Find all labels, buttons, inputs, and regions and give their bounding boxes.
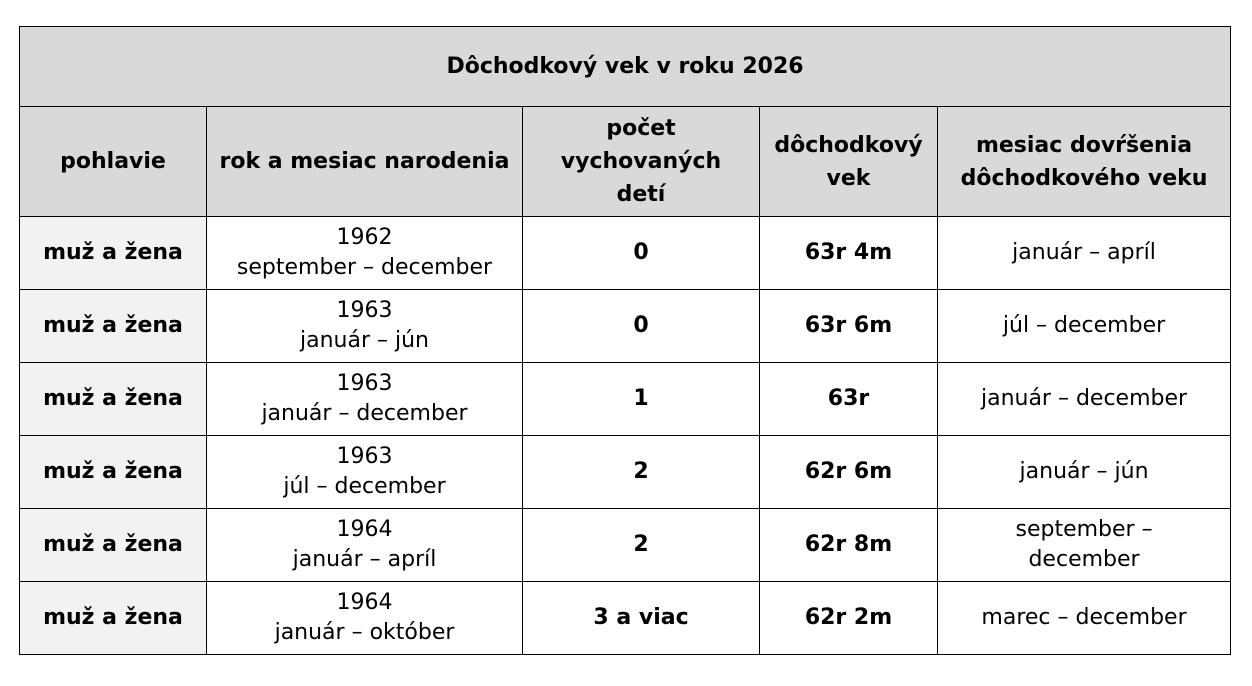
birth-months: január – október — [274, 620, 455, 645]
header-children-count: počet vychovaných detí — [523, 107, 760, 217]
table-row — [20, 436, 1231, 509]
cell-retirement-month — [938, 217, 1231, 290]
cell-gender: muž a žena — [20, 509, 207, 582]
cell-birth-date — [207, 582, 523, 655]
birth-year: 1963 — [336, 298, 393, 323]
cell-birth-date — [207, 509, 523, 582]
cell-children-count: 0 — [523, 290, 760, 363]
birth-year: 1962 — [336, 225, 393, 250]
cell-retirement-age: 62r 6m — [760, 436, 938, 509]
cell-gender: muž a žena — [20, 290, 207, 363]
retirement-month-line: január – jún — [1019, 459, 1149, 484]
cell-retirement-age: 63r 6m — [760, 290, 938, 363]
cell-gender: muž a žena — [20, 363, 207, 436]
cell-retirement-age: 62r 8m — [760, 509, 938, 582]
cell-retirement-age: 63r 4m — [760, 217, 938, 290]
birth-months: september – december — [236, 255, 493, 280]
birth-year: 1964 — [336, 517, 393, 542]
retirement-month-line: marec – december — [981, 605, 1187, 630]
cell-children-count: 1 — [523, 363, 760, 436]
cell-birth-date — [207, 290, 523, 363]
table-row — [20, 509, 1231, 582]
cell-retirement-age: 62r 2m — [760, 582, 938, 655]
table-row — [20, 290, 1231, 363]
birth-months: január – december — [261, 401, 468, 426]
header-birth-date: rok a mesiac narodenia — [207, 107, 523, 217]
header-retirement-month: mesiac dovŕšenia dôchodkového veku — [938, 107, 1231, 217]
cell-birth-date — [207, 436, 523, 509]
retirement-month-line: júl – december — [1002, 313, 1166, 338]
cell-retirement-month — [938, 436, 1231, 509]
cell-retirement-month — [938, 290, 1231, 363]
cell-retirement-age: 63r — [760, 363, 938, 436]
birth-months: júl – december — [283, 474, 446, 499]
retirement-age-table — [19, 26, 1231, 655]
cell-children-count: 2 — [523, 509, 760, 582]
table-title-row — [20, 27, 1231, 107]
table-title: Dôchodkový vek v roku 2026 — [20, 27, 1231, 107]
retirement-month-line: január – december — [980, 386, 1188, 411]
cell-children-count: 3 a viac — [523, 582, 760, 655]
cell-gender: muž a žena — [20, 436, 207, 509]
table-row — [20, 217, 1231, 290]
cell-gender: muž a žena — [20, 582, 207, 655]
cell-birth-date — [207, 363, 523, 436]
table-body — [20, 217, 1231, 655]
retirement-age-table-container — [19, 26, 1230, 655]
birth-months: január – jún — [300, 328, 429, 353]
table-row — [20, 582, 1231, 655]
birth-year: 1964 — [336, 590, 393, 615]
retirement-month-line: december — [1028, 547, 1140, 572]
birth-year: 1963 — [336, 371, 393, 396]
header-retirement-age: dôchodkový vek — [760, 107, 938, 217]
retirement-month-line: január – apríl — [1012, 240, 1156, 265]
cell-retirement-month — [938, 363, 1231, 436]
birth-months: január – apríl — [292, 547, 437, 572]
table-row — [20, 363, 1231, 436]
retirement-month-line: september – — [1015, 517, 1153, 542]
cell-birth-date — [207, 217, 523, 290]
table-header-row — [20, 107, 1231, 217]
cell-children-count: 2 — [523, 436, 760, 509]
header-gender: pohlavie — [20, 107, 207, 217]
cell-children-count: 0 — [523, 217, 760, 290]
cell-retirement-month — [938, 582, 1231, 655]
cell-retirement-month — [938, 509, 1231, 582]
cell-gender: muž a žena — [20, 217, 207, 290]
birth-year: 1963 — [336, 444, 393, 469]
